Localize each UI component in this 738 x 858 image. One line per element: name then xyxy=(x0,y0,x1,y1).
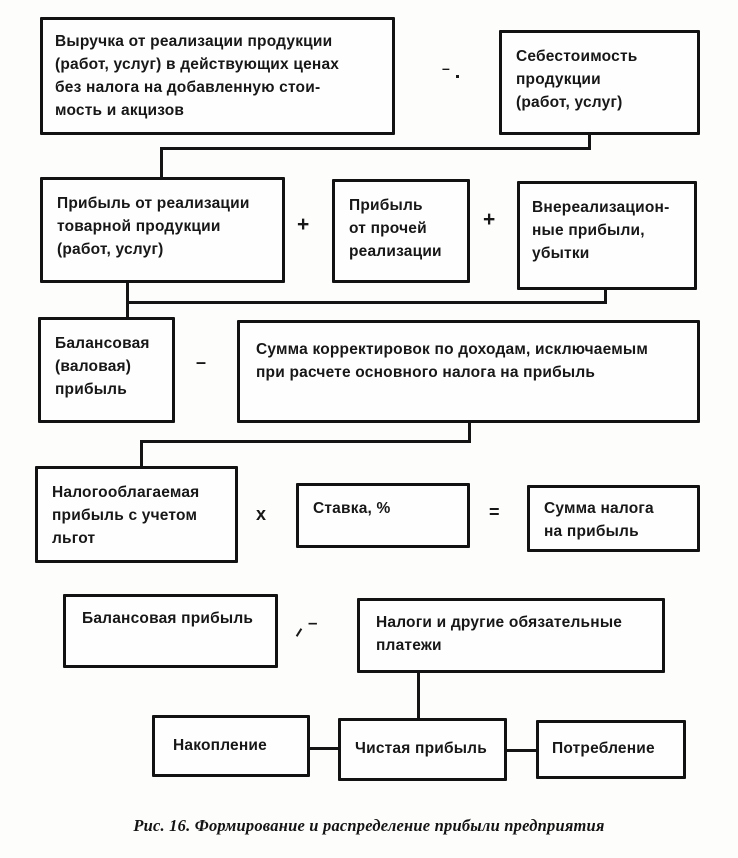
box-accumulation-line1: Накопление xyxy=(173,737,267,754)
box-rate xyxy=(296,483,470,548)
multiply-operator: x xyxy=(256,504,267,524)
box-adjustments-line2: при расчете основного налога на прибыль xyxy=(256,364,596,381)
box-balance-gross-line1: Балансовая xyxy=(55,335,150,352)
box-other-profit-line3: реализации xyxy=(349,243,442,260)
box-cost-line1: Себестоимость xyxy=(516,48,638,65)
box-other-profit-line2: от прочей xyxy=(349,220,427,237)
box-tax-sum xyxy=(527,485,700,552)
box-adjustments xyxy=(237,320,700,423)
box-balance-gross-line2: (валовая) xyxy=(55,358,132,375)
box-taxes-payments xyxy=(357,598,665,673)
box-accumulation xyxy=(152,715,310,777)
box-revenue-line1: Выручка от реализации продукции xyxy=(55,33,333,50)
box-balance-profit xyxy=(63,594,278,668)
box-taxable-profit xyxy=(35,466,238,563)
box-cost xyxy=(499,30,700,135)
minus-operator-taxes: – xyxy=(308,613,318,632)
box-taxes-payments-line2: платежи xyxy=(376,637,442,654)
box-cost-line3: (работ, услуг) xyxy=(516,94,623,111)
box-non-sales-profit xyxy=(517,181,697,290)
box-other-profit xyxy=(332,179,470,283)
plus-operator-1: + xyxy=(297,213,310,236)
box-non-sales-profit-line1: Внереализацион- xyxy=(532,199,670,216)
connector-row3-horizontal xyxy=(140,440,471,443)
box-consumption-line1: Потребление xyxy=(552,740,655,757)
box-adjustments-line1: Сумма корректировок по доходам, исключаемым xyxy=(256,341,648,358)
box-sales-profit-line3: (работ, услуг) xyxy=(57,241,164,258)
box-cost-line2: продукции xyxy=(516,71,601,88)
box-taxable-line3: льгот xyxy=(52,530,96,547)
scan-artifact-dot xyxy=(456,75,459,78)
box-tax-sum-line2: на прибыль xyxy=(544,523,639,540)
box-revenue xyxy=(40,17,395,135)
equals-operator: = xyxy=(489,502,500,522)
box-revenue-line4: мость и акцизов xyxy=(55,102,185,119)
box-taxable-line1: Налогооблагаемая xyxy=(52,484,200,501)
connector-net-to-consumption xyxy=(507,749,536,752)
plus-operator-2: + xyxy=(483,208,496,231)
box-net-profit xyxy=(338,718,507,781)
minus-operator-balance: – xyxy=(196,352,207,372)
minus-operator-top: – xyxy=(442,60,450,76)
box-non-sales-profit-line3: убытки xyxy=(532,245,590,262)
box-consumption xyxy=(536,720,686,779)
connector-row1-horizontal xyxy=(160,147,591,150)
box-revenue-line3: без налога на добавленную стои- xyxy=(55,79,321,96)
box-sales-profit-line2: товарной продукции xyxy=(57,218,221,235)
box-sales-profit xyxy=(40,177,285,283)
box-taxes-payments-line1: Налоги и другие обязательные xyxy=(376,614,623,631)
connector-row2-horizontal xyxy=(126,301,607,304)
box-net-profit-line1: Чистая прибыль xyxy=(355,740,487,757)
connector-into-sales-profit xyxy=(160,147,163,178)
box-balance-gross-profit xyxy=(38,317,175,423)
box-other-profit-line1: Прибыль xyxy=(349,197,423,214)
box-non-sales-profit-line2: ные прибыли, xyxy=(532,222,645,239)
box-tax-sum-line1: Сумма налога xyxy=(544,500,654,517)
box-balance-gross-line3: прибыль xyxy=(55,381,127,398)
connector-into-taxable xyxy=(140,440,143,468)
box-rate-line1: Ставка, % xyxy=(313,500,391,517)
connector-into-net-profit xyxy=(417,673,420,719)
connector-net-to-accumulation xyxy=(310,747,338,750)
scan-artifact-tick xyxy=(296,628,302,637)
connector-nonsales-down xyxy=(604,290,607,304)
box-sales-profit-line1: Прибыль от реализации xyxy=(57,195,250,212)
box-balance-profit-line1: Балансовая прибыль xyxy=(82,610,254,627)
figure-caption: Рис. 16. Формирование и распределение прибыли предприятия xyxy=(133,816,605,835)
box-taxable-line2: прибыль с учетом xyxy=(52,507,198,524)
box-revenue-line2: (работ, услуг) в действующих ценах xyxy=(55,56,340,73)
